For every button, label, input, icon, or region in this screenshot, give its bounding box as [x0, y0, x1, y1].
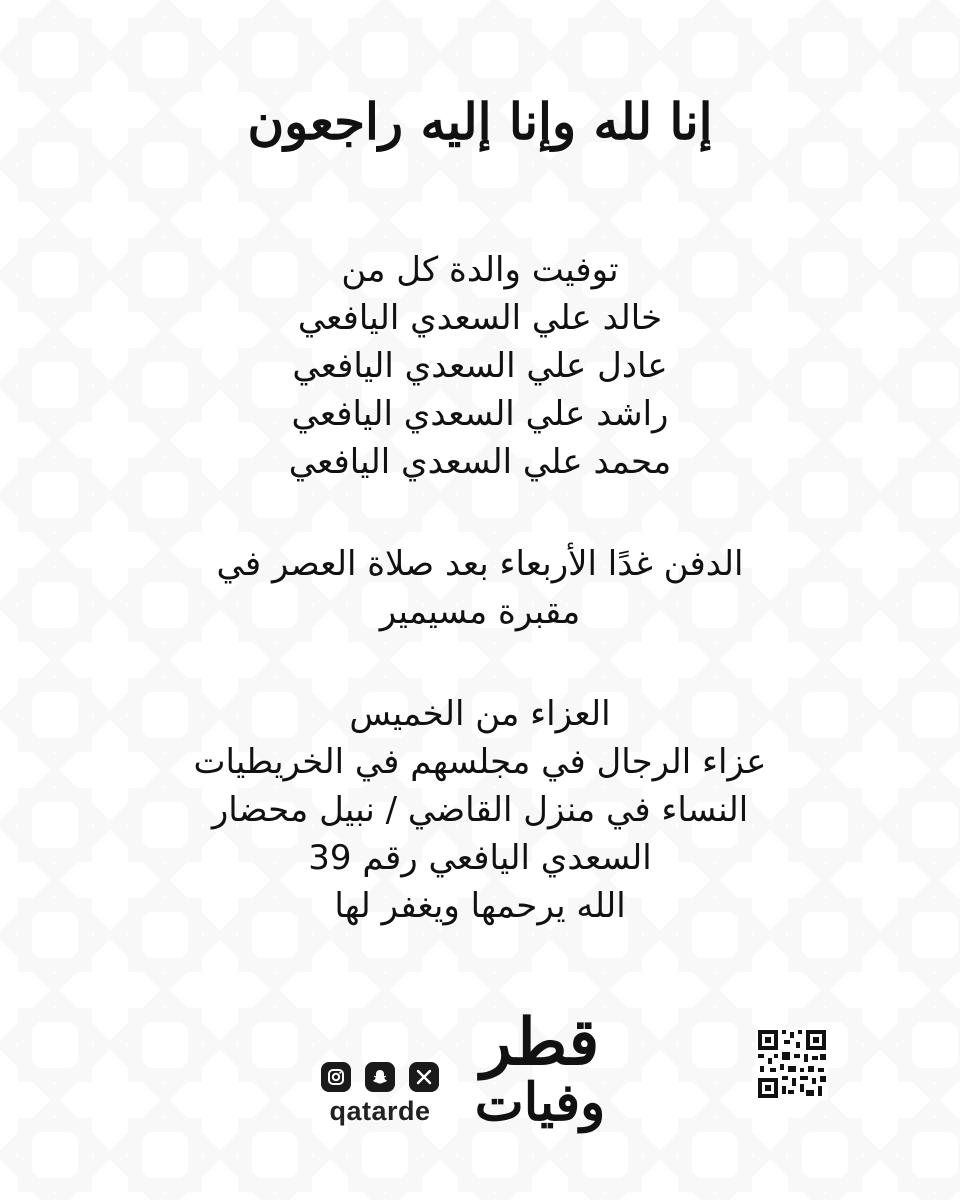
condolence-line: النساء في منزل القاضي / نبيل محضار	[211, 790, 749, 830]
snapchat-icon[interactable]	[365, 1062, 395, 1092]
brand-logo	[455, 1005, 625, 1140]
announcement-line: توفيت والدة كل من	[341, 250, 619, 290]
social-links	[310, 1062, 450, 1132]
condolence-block	[0, 690, 960, 930]
brand-logo-line: قطر	[480, 1005, 600, 1080]
brand-logo-line: وفيات	[474, 1072, 606, 1133]
announcement-line: راشد علي السعدي اليافعي	[291, 394, 669, 434]
announcement-block	[0, 246, 960, 486]
burial-block	[0, 540, 960, 636]
social-handle[interactable]: qatarde	[329, 1096, 431, 1126]
announcement-line: خالد علي السعدي اليافعي	[297, 298, 663, 338]
announcement-line: محمد علي السعدي اليافعي	[288, 442, 672, 482]
qr-code-icon[interactable]	[756, 1028, 828, 1100]
instagram-icon[interactable]	[321, 1062, 351, 1092]
x-icon[interactable]	[409, 1062, 439, 1092]
calligraphy-header: إنا لله وإنا إليه راجعون	[247, 92, 713, 151]
condolence-line: عزاء الرجال في مجلسهم في الخريطيات	[193, 742, 767, 782]
burial-line: الدفن غدًا الأربعاء بعد صلاة العصر في	[216, 544, 744, 584]
condolence-line: الله يرحمها ويغفر لها	[334, 886, 626, 926]
announcement-line: عادل علي السعدي اليافعي	[292, 346, 668, 386]
condolence-line: السعدي اليافعي رقم 39	[308, 838, 652, 878]
burial-line: مقبرة مسيمير	[379, 592, 581, 632]
condolence-line: العزاء من الخميس	[349, 694, 611, 734]
